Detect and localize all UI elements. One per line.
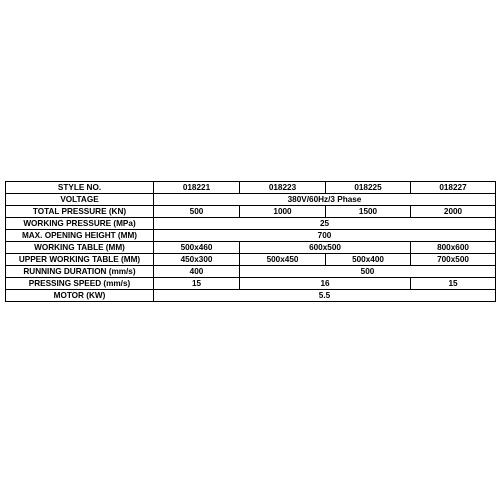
table-row <box>6 254 496 266</box>
table-cell: 2000 <box>411 206 496 218</box>
table-cell: 600x500 <box>240 242 411 254</box>
row-label: MAX. OPENING HEIGHT (MM) <box>6 230 154 242</box>
table-cell: 16 <box>240 278 411 290</box>
table-cell: 018221 <box>154 182 240 194</box>
table-cell: 25 <box>154 218 496 230</box>
row-label: WORKING PRESSURE (MPa) <box>6 218 154 230</box>
table-cell: 700x500 <box>411 254 496 266</box>
table-cell: 500 <box>240 266 496 278</box>
table-row <box>6 218 496 230</box>
table-cell: 400 <box>154 266 240 278</box>
table-cell: 450x300 <box>154 254 240 266</box>
row-label: RUNNING DURATION (mm/s) <box>6 266 154 278</box>
table-cell: 500x450 <box>240 254 326 266</box>
table-cell: 700 <box>154 230 496 242</box>
table-cell: 15 <box>411 278 496 290</box>
table-row <box>6 230 496 242</box>
table-cell: 1000 <box>240 206 326 218</box>
row-label: UPPER WORKING TABLE (MM) <box>6 254 154 266</box>
row-label: STYLE NO. <box>6 182 154 194</box>
row-label: MOTOR (KW) <box>6 290 154 302</box>
table-row <box>6 194 496 206</box>
table-cell: 800x600 <box>411 242 496 254</box>
table-cell: 500x400 <box>326 254 411 266</box>
table-cell: 380V/60Hz/3 Phase <box>154 194 496 206</box>
table-cell: 500x460 <box>154 242 240 254</box>
spec-table-body <box>6 182 496 302</box>
table-row <box>6 266 496 278</box>
row-label: TOTAL PRESSURE (KN) <box>6 206 154 218</box>
table-row <box>6 290 496 302</box>
spec-table <box>5 181 496 302</box>
table-cell: 500 <box>154 206 240 218</box>
table-cell: 15 <box>154 278 240 290</box>
row-label: WORKING TABLE (MM) <box>6 242 154 254</box>
table-row <box>6 278 496 290</box>
table-cell: 018227 <box>411 182 496 194</box>
table-cell: 018223 <box>240 182 326 194</box>
table-cell: 1500 <box>326 206 411 218</box>
table-row <box>6 206 496 218</box>
table-row <box>6 182 496 194</box>
table-row <box>6 242 496 254</box>
table-cell: 5.5 <box>154 290 496 302</box>
row-label: VOLTAGE <box>6 194 154 206</box>
row-label: PRESSING SPEED (mm/s) <box>6 278 154 290</box>
table-cell: 018225 <box>326 182 411 194</box>
